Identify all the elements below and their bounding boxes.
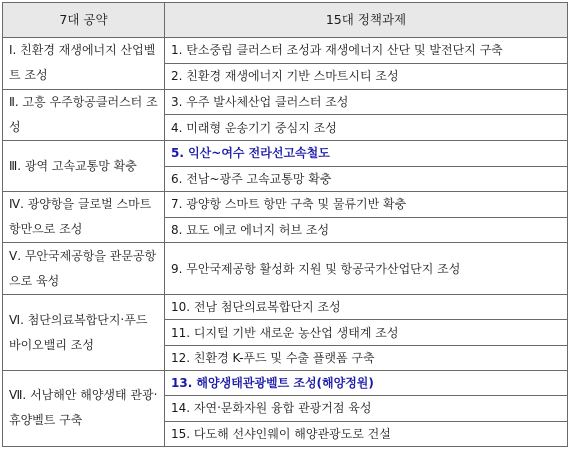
pledge-cell: Ⅶ. 서남해안 해양생태 관광‧휴양벨트 구축	[3, 370, 165, 446]
table-row	[3, 38, 568, 64]
pledge-cell: Ⅴ. 무안국제공항을 관문공항으로 육성	[3, 243, 165, 295]
task-cell: 2. 친환경 재생에너지 기반 스마트시티 조성	[165, 63, 568, 89]
task-cell: 10. 전남 첨단의료복합단지 조성	[165, 295, 568, 320]
task-cell: 11. 디지털 기반 새로운 농산업 생태계 조성	[165, 320, 568, 345]
table-row	[3, 141, 568, 166]
task-column-header: 15대 정책과제	[165, 3, 568, 38]
table-row	[3, 191, 568, 217]
pledge-cell: Ⅵ. 첨단의료복합단지‧푸드바이오밸리 조성	[3, 295, 165, 371]
task-cell: 14. 자연‧문화자원 융합 관광거점 육성	[165, 396, 568, 421]
table-row	[3, 89, 568, 115]
pledge-cell: Ⅲ. 광역 고속교통망 확충	[3, 141, 165, 192]
task-cell-highlighted: 13. 해양생태관광벨트 조성(해양정원)	[165, 370, 568, 395]
task-cell: 15. 다도해 선샤인웨이 해양관광도로 건설	[165, 421, 568, 446]
pledge-cell: Ⅱ. 고흥 우주항공클러스터 조성	[3, 89, 165, 141]
task-cell: 7. 광양항 스마트 항만 구축 및 물류기반 확충	[165, 191, 568, 217]
task-cell: 8. 묘도 에코 에너지 허브 조성	[165, 217, 568, 243]
task-cell: 12. 친환경 K-푸드 및 수출 플랫폼 구축	[165, 345, 568, 370]
task-cell: 9. 무안국제공항 활성화 지원 및 항공국가산업단지 조성	[165, 243, 568, 295]
pledge-table	[2, 2, 568, 447]
pledge-cell: Ⅳ. 광양항을 글로벌 스마트항만으로 조성	[3, 191, 165, 243]
task-cell: 6. 전남~광주 고속교통망 확충	[165, 166, 568, 191]
table-row	[3, 243, 568, 295]
task-cell: 3. 우주 발사체산업 클러스터 조성	[165, 89, 568, 115]
task-cell-highlighted: 5. 익산~여수 전라선고속철도	[165, 141, 568, 166]
task-cell: 4. 미래형 운송기기 중심지 조성	[165, 115, 568, 141]
table-row	[3, 295, 568, 320]
pledge-cell: Ⅰ. 친환경 재생에너지 산업벨트 조성	[3, 38, 165, 90]
pledge-column-header: 7대 공약	[3, 3, 165, 38]
task-cell: 1. 탄소중립 클러스터 조성과 재생에너지 산단 및 발전단지 구축	[165, 38, 568, 64]
header-row	[3, 3, 568, 38]
table-row	[3, 370, 568, 395]
